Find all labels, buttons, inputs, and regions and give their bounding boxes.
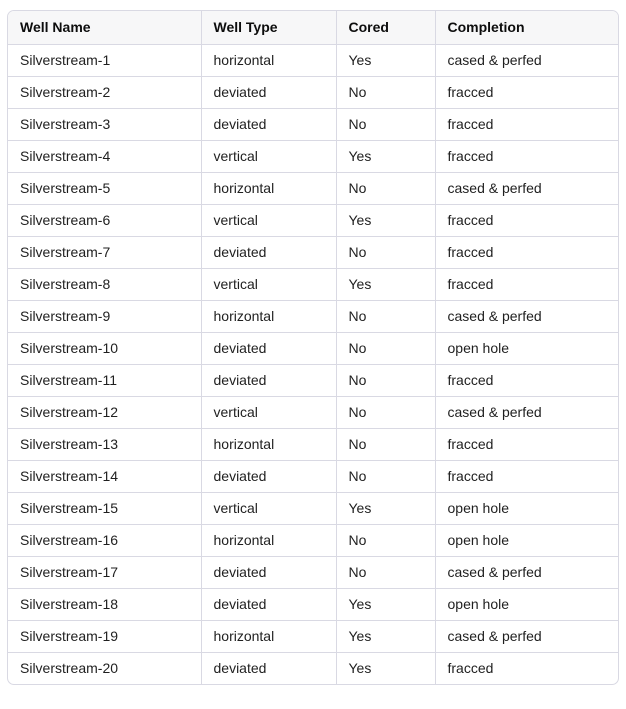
- table-row: [8, 492, 618, 524]
- column-header-cored: Cored: [336, 11, 435, 44]
- cell-well-type: vertical: [201, 268, 336, 300]
- cell-well-type: deviated: [201, 460, 336, 492]
- cell-well-name: Silverstream-10: [8, 332, 201, 364]
- cell-well-type: deviated: [201, 364, 336, 396]
- cell-well-type: deviated: [201, 652, 336, 684]
- cell-well-name: Silverstream-20: [8, 652, 201, 684]
- cell-well-name: Silverstream-6: [8, 204, 201, 236]
- cell-completion: open hole: [435, 492, 618, 524]
- well-table-container: [7, 10, 619, 685]
- cell-completion: fracced: [435, 108, 618, 140]
- cell-cored: No: [336, 300, 435, 332]
- cell-well-type: horizontal: [201, 44, 336, 76]
- cell-well-name: Silverstream-7: [8, 236, 201, 268]
- cell-well-type: deviated: [201, 332, 336, 364]
- cell-completion: fracced: [435, 428, 618, 460]
- cell-completion: fracced: [435, 76, 618, 108]
- cell-well-type: vertical: [201, 204, 336, 236]
- table-row: [8, 236, 618, 268]
- cell-well-type: deviated: [201, 588, 336, 620]
- well-table: [8, 11, 618, 684]
- cell-well-type: vertical: [201, 140, 336, 172]
- table-row: [8, 332, 618, 364]
- cell-well-type: deviated: [201, 76, 336, 108]
- table-row: [8, 44, 618, 76]
- cell-completion: open hole: [435, 332, 618, 364]
- cell-well-name: Silverstream-1: [8, 44, 201, 76]
- table-row: [8, 364, 618, 396]
- table-row: [8, 652, 618, 684]
- cell-cored: No: [336, 556, 435, 588]
- column-header-well-name: Well Name: [8, 11, 201, 44]
- table-row: [8, 76, 618, 108]
- cell-well-name: Silverstream-2: [8, 76, 201, 108]
- cell-cored: Yes: [336, 652, 435, 684]
- cell-cored: Yes: [336, 492, 435, 524]
- table-row: [8, 428, 618, 460]
- table-row: [8, 172, 618, 204]
- table-row: [8, 524, 618, 556]
- table-row: [8, 300, 618, 332]
- cell-cored: No: [336, 364, 435, 396]
- cell-cored: No: [336, 332, 435, 364]
- table-header: [8, 11, 618, 44]
- cell-cored: No: [336, 172, 435, 204]
- cell-well-name: Silverstream-3: [8, 108, 201, 140]
- column-header-completion: Completion: [435, 11, 618, 44]
- cell-well-name: Silverstream-13: [8, 428, 201, 460]
- cell-well-name: Silverstream-15: [8, 492, 201, 524]
- cell-cored: No: [336, 396, 435, 428]
- cell-well-name: Silverstream-11: [8, 364, 201, 396]
- cell-well-type: horizontal: [201, 524, 336, 556]
- table-row: [8, 268, 618, 300]
- cell-well-type: horizontal: [201, 300, 336, 332]
- table-header-row: [8, 11, 618, 44]
- cell-cored: Yes: [336, 44, 435, 76]
- cell-well-type: deviated: [201, 556, 336, 588]
- cell-well-type: deviated: [201, 108, 336, 140]
- cell-cored: No: [336, 108, 435, 140]
- cell-cored: Yes: [336, 140, 435, 172]
- table-body: [8, 44, 618, 684]
- cell-completion: open hole: [435, 524, 618, 556]
- cell-well-name: Silverstream-5: [8, 172, 201, 204]
- cell-well-name: Silverstream-8: [8, 268, 201, 300]
- cell-well-name: Silverstream-19: [8, 620, 201, 652]
- cell-completion: fracced: [447, 660, 494, 677]
- cell-well-name: Silverstream-18: [8, 588, 201, 620]
- cell-cored: Yes: [336, 268, 435, 300]
- cell-completion: fracced: [435, 140, 618, 172]
- cell-well-name: Silverstream-12: [8, 396, 201, 428]
- table-row: [8, 588, 618, 620]
- cell-completion: cased & perfed: [435, 396, 618, 428]
- cell-well-type: deviated: [201, 236, 336, 268]
- cell-cored: Yes: [336, 588, 435, 620]
- cell-cored: No: [336, 76, 435, 108]
- cell-well-type: vertical: [201, 396, 336, 428]
- cell-completion: cased & perfed: [435, 300, 618, 332]
- cell-completion: fracced: [435, 364, 618, 396]
- cell-well-type: horizontal: [201, 620, 336, 652]
- cell-completion: fracced: [435, 204, 618, 236]
- cell-well-type: horizontal: [201, 428, 336, 460]
- cell-completion: fracced: [435, 460, 618, 492]
- cell-well-name: Silverstream-9: [8, 300, 201, 332]
- table-row: [8, 140, 618, 172]
- cell-cored: Yes: [336, 204, 435, 236]
- cell-cored: Yes: [336, 620, 435, 652]
- cell-cored: No: [336, 460, 435, 492]
- cell-cored: No: [336, 524, 435, 556]
- cell-completion: cased & perfed: [435, 556, 618, 588]
- cell-completion: cased & perfed: [435, 44, 618, 76]
- column-header-well-type: Well Type: [201, 11, 336, 44]
- cell-cored: No: [336, 428, 435, 460]
- cell-completion: fracced: [435, 268, 618, 300]
- cell-well-type: horizontal: [201, 172, 336, 204]
- cell-well-name: Silverstream-4: [8, 140, 201, 172]
- table-row: [8, 108, 618, 140]
- cell-completion: cased & perfed: [435, 172, 618, 204]
- table-row: [8, 556, 618, 588]
- table-row: [8, 204, 618, 236]
- cell-well-type: vertical: [201, 492, 336, 524]
- table-row: [8, 620, 618, 652]
- table-row: [8, 460, 618, 492]
- cell-well-name: Silverstream-14: [8, 460, 201, 492]
- cell-completion: cased & perfed: [435, 620, 618, 652]
- table-row: [8, 396, 618, 428]
- cell-well-name: Silverstream-16: [8, 524, 201, 556]
- cell-cored: No: [336, 236, 435, 268]
- cell-completion: open hole: [435, 588, 618, 620]
- cell-completion: fracced: [435, 236, 618, 268]
- cell-well-name: Silverstream-17: [8, 556, 201, 588]
